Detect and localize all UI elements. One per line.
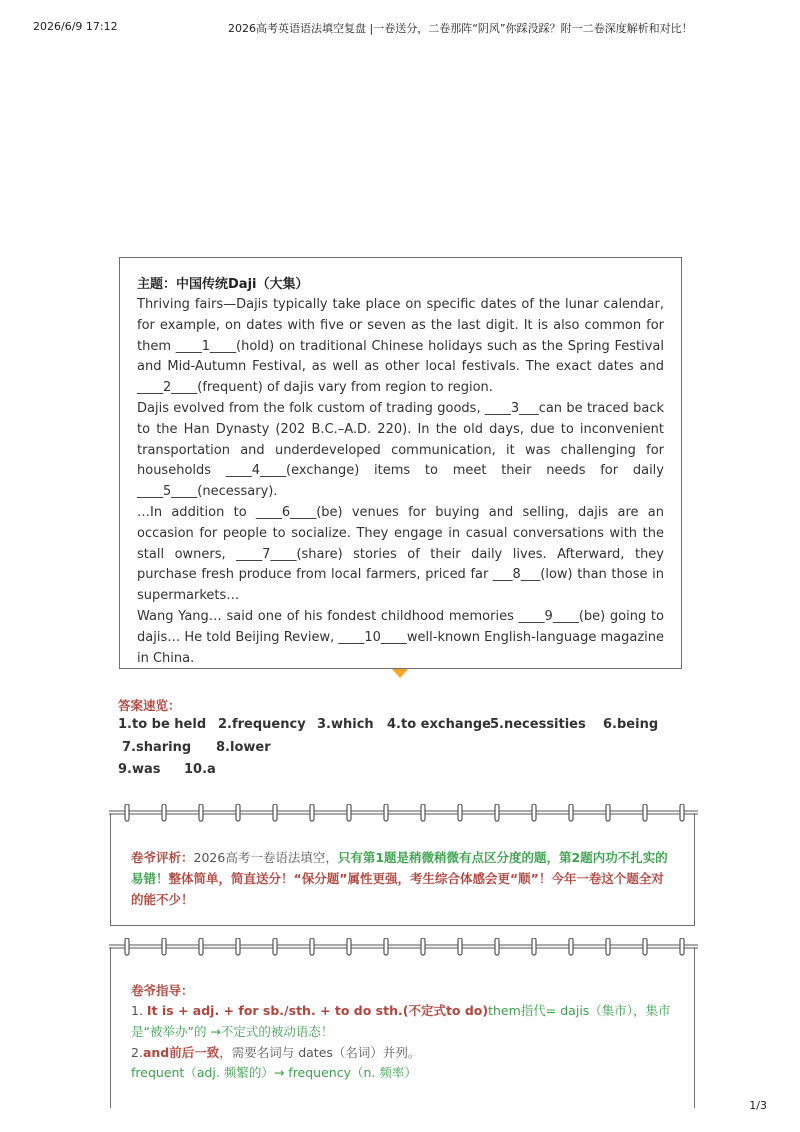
answers-heading: 答案速览： <box>118 698 181 713</box>
passage-body <box>137 295 664 669</box>
guide-label: 卷爷指导： <box>131 983 194 998</box>
binder-rings-icon <box>109 804 698 822</box>
answers-row-1 <box>118 717 658 732</box>
review-card <box>110 814 695 926</box>
answer-item: 9.was <box>118 762 161 777</box>
passage-paragraph: Dajis evolved from the folk custom of trading goods, ____3___can be traced back to the Han Dynasty (202 B.C.–A.D. 220). In the old days, due to inconvenient transportation and underdeveloped communication, it was challenging for households ____4____(exchange) items to meet their needs for daily ____5____(necessary). <box>137 400 664 500</box>
answer-item: 2.frequency <box>218 717 306 732</box>
passage-paragraph: Thriving fairs—Dajis typically take place on specific dates of the lunar calendar, for example, on dates with five or seven as the last digit. It is also common for them ____1____(hold) on traditional Chinese holidays such as the Spring Festival and Mid-Autumn Festival, as well as other local festivals. The exact dates and ____2____(frequent) of dajis vary from region to region. <box>137 297 664 396</box>
guide-point-1-rule: It is + adj. + for sb./sth. + to do sth.(不定式to do) <box>146 1003 489 1018</box>
guide-point-2-rest: ，需要名词与 dates（名词）并列。 <box>219 1045 421 1060</box>
guide-point-3: frequent（adj. 频繁的）→ frequency（n. 频率） <box>131 1065 417 1080</box>
guide-point-1-number: 1. <box>131 1003 147 1018</box>
guide-point-2 <box>131 1042 676 1063</box>
answer-item: 8.lower <box>216 740 271 755</box>
guide-point-1-note: them指代= dajis（集市），集市是“被举办”的 →不定式的被动语态！ <box>131 1003 671 1039</box>
guide-card <box>110 948 695 1108</box>
answer-item: 6.being <box>603 717 659 732</box>
review-highlight: 只有第1题是稍微稍微有点区分度的题，第2题内功不扎实的易错！ <box>131 850 668 886</box>
review-text <box>131 847 676 910</box>
answer-item: 5.necessities <box>490 717 586 732</box>
review-rest: 整体简单，简直送分！“保分题”属性更强，考生综合体感会更“顺”！今年一卷这个题全对的能不少！ <box>131 871 664 907</box>
answer-item: 7.sharing <box>122 740 192 755</box>
answer-item: 4.to exchange <box>387 717 491 732</box>
answers-row-3 <box>118 762 216 777</box>
guide-point-2-bold: and前后一致 <box>142 1045 220 1060</box>
passage-paragraph: …In addition to ____6____(be) venues for buying and selling, dajis are an occasion for people to socialize. They engage in casual conversations with the stall owners, ____7____(share) stories of their daily lives. Afterward, they purchase fresh produce from local farmers, priced far ___8___(low) than those in supermarkets… <box>137 504 664 604</box>
answer-item: 1.to be held <box>118 717 207 732</box>
print-date: 2026/6/9 17:12 <box>33 20 118 33</box>
answer-item: 10.a <box>184 762 216 777</box>
answer-item: 3.which <box>317 717 374 732</box>
answers-row-2 <box>122 740 271 755</box>
page-number: 1/3 <box>749 1099 767 1112</box>
review-label: 卷爷评析： <box>131 850 194 865</box>
passage-box <box>119 257 682 669</box>
review-intro: 2026高考一卷语法填空， <box>193 850 338 865</box>
down-arrow-icon <box>392 669 408 678</box>
passage-title: 主题：中国传统Daji（大集） <box>137 277 309 292</box>
binder-rings-icon <box>109 938 698 956</box>
passage-paragraph: Wang Yang… said one of his fondest childhood memories ____9____(be) going to dajis… He told Beijing Review, ____10____well-known English-language magazine in China. <box>137 608 664 666</box>
guide-point-2-number: 2. <box>131 1045 143 1060</box>
guide-point-1 <box>131 1000 676 1042</box>
print-title: 2026高考英语语法填空复盘 |一卷送分，二卷那阵“阴风”你踩没踩？附一二卷深度解析和对比！ <box>228 22 693 35</box>
